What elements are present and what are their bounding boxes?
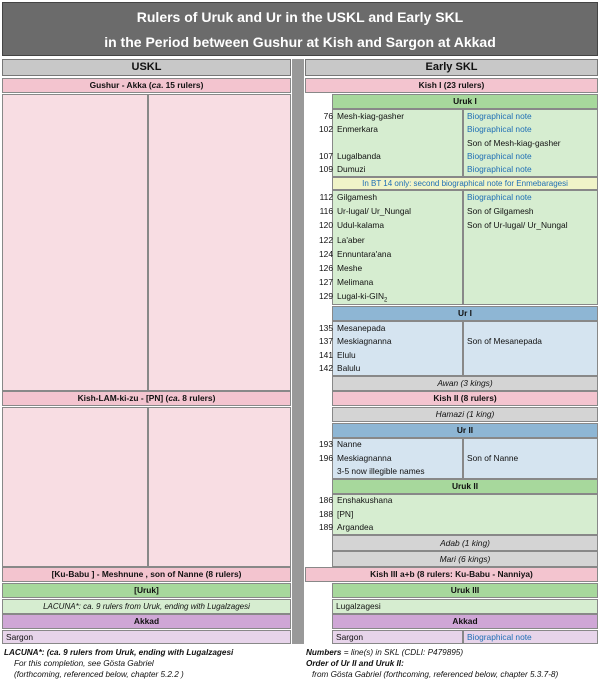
- row-number: 196: [319, 452, 333, 463]
- skl-uruk-2: Uruk II: [332, 479, 598, 494]
- skl-sargon-note: Biographical note: [463, 630, 598, 644]
- row-number: 126: [319, 263, 333, 273]
- uskl-block-1-right: [148, 94, 291, 391]
- skl-ur1-block: [305, 321, 598, 376]
- lineage-note: Son of Mesanepada: [467, 336, 542, 347]
- skl-kish-3: Kish III a+b (8 rulers: Ku-Babu - Nanniya): [305, 567, 598, 582]
- ruler-name: La'aber: [337, 234, 365, 245]
- ruler-name: Balulu: [337, 362, 361, 373]
- page-title: [2, 2, 598, 56]
- ruler-name: Elulu: [337, 349, 356, 360]
- skl-uruk-3: Uruk III: [332, 583, 598, 598]
- ruler-name: Meshe: [337, 263, 363, 273]
- row-number: 142: [319, 362, 333, 373]
- row-number: 189: [319, 522, 333, 532]
- ruler-name: Ennuntara'ana: [337, 248, 392, 259]
- ur1-rows: [305, 322, 598, 376]
- skl-adab: Adab (1 king): [332, 535, 598, 551]
- biographical-note: Biographical note: [467, 111, 532, 121]
- ruler-name: Enmerkara: [337, 124, 378, 135]
- skl-ur2-block: [305, 438, 598, 479]
- skl-uruk1-block-a: [305, 109, 598, 177]
- skl-kish-2: Kish II (8 rulers): [332, 391, 598, 406]
- row-number: 112: [319, 192, 333, 202]
- row-number: 109: [319, 164, 333, 175]
- skl-bt14-note: In BT 14 only: second biographical note for Enmebaragesi: [332, 177, 598, 190]
- row-number: 188: [319, 508, 333, 519]
- ruler-name: Meskiagnanna: [337, 452, 392, 463]
- ruler-name: Dumuzi: [337, 164, 366, 175]
- ruler-name: Enshakushana: [337, 495, 393, 505]
- row-number: 127: [319, 277, 333, 288]
- title-line-2: in the Period between Gushur at Kish and Sargon at Akkad: [104, 34, 496, 50]
- skl-awan: Awan (3 kings): [332, 376, 598, 391]
- row-number: 186: [319, 495, 333, 505]
- lineage-note: Son of Ur-lugal/ Ur_Nungal: [467, 220, 568, 231]
- footer-reference: (forthcoming, referenced below, chapter 5.2.2 ): [14, 670, 184, 679]
- uskl-header: USKL: [2, 59, 291, 76]
- ruler-name: Lugal-$ki-GIN_2$: [337, 291, 388, 304]
- skl-header: Early SKL: [305, 59, 598, 76]
- skl-ur-2: Ur II: [332, 423, 598, 438]
- row-number: 122: [319, 234, 333, 245]
- row-number: 124: [319, 248, 333, 259]
- ruler-name: 3-5 now illegible names: [337, 466, 425, 476]
- ruler-name: Nanne: [337, 439, 362, 449]
- biographical-note: Biographical note: [467, 164, 532, 175]
- ruler-name: Ur-lugal/ Ur_Nungal: [337, 206, 412, 217]
- row-number: 107: [319, 150, 333, 161]
- row-number: [305, 137, 333, 150]
- ruler-name: [PN]: [337, 508, 354, 519]
- footer-right: [306, 647, 598, 680]
- row-number: 129: [319, 291, 333, 301]
- row-number: 120: [319, 220, 333, 231]
- lineage-note: Son of Mesh-kiag-gasher: [467, 137, 561, 148]
- skl-uruk1-block-b: [305, 190, 598, 305]
- uskl-uruk: [Uruk]: [2, 583, 291, 598]
- uskl-akkad: Akkad: [2, 614, 291, 629]
- row-number: 135: [319, 323, 333, 333]
- ruler-name: Mesh-kiag-gasher: [337, 111, 405, 121]
- row-number: [305, 465, 333, 478]
- skl-mari: Mari (6 kings): [332, 551, 598, 567]
- row-number: 193: [319, 439, 333, 449]
- uskl-sargon: Sargon: [2, 630, 291, 644]
- footer-source: from Gösta Gabriel (forthcoming, referenced below, chapter 5.3.7-8): [312, 670, 559, 679]
- uskl-block-2-left: [2, 407, 148, 567]
- ruler-name: Gilgamesh: [337, 192, 378, 202]
- skl-lugalzagesi: Lugalzagesi: [332, 599, 598, 614]
- skl-uruk-1: Uruk I: [332, 94, 598, 109]
- ruler-name: Meskiagnanna: [337, 336, 392, 347]
- footer-lacuna: LACUNA*: (ca. 9 rulers from Uruk, ending with Lugalzagesi: [4, 648, 234, 657]
- lineage-note: Son of Nanne: [467, 452, 519, 463]
- ur2-rows: [305, 438, 598, 479]
- uruk2-rows: [305, 494, 598, 535]
- skl-uruk2-block: [305, 494, 598, 535]
- footer-left: [4, 647, 292, 680]
- footer-completion: For this completion, see Gösta Gabriel: [14, 659, 154, 668]
- row-number: 137: [319, 336, 333, 347]
- lineage-note: Son of Gilgamesh: [467, 206, 534, 217]
- uskl-gushur-akka: Gushur - Akka (ca. 15 rulers): [2, 78, 291, 93]
- row-number: 141: [319, 349, 333, 360]
- uskl-block-2-right: [148, 407, 291, 567]
- uskl-lacuna: LACUNA*: ca. 9 rulers from Uruk, ending with Lugalzagesi: [2, 599, 291, 614]
- biographical-note: Biographical note: [467, 192, 532, 202]
- footer-order: Order of Ur II and Uruk II:: [306, 659, 404, 668]
- skl-sargon: Sargon: [332, 630, 463, 644]
- skl-ur-1: Ur I: [332, 306, 598, 321]
- uskl-block-1-left: [2, 94, 148, 391]
- uruk1-rows: [305, 110, 598, 176]
- uruk1b-rows: [305, 191, 598, 291]
- skl-akkad: Akkad: [332, 614, 598, 629]
- ruler-name: Lugalbanda: [337, 150, 381, 161]
- ruler-name: Udul-kalama: [337, 220, 385, 231]
- row-number: 76: [323, 111, 333, 121]
- row-number: 116: [319, 206, 333, 217]
- skl-kish-1: Kish I (23 rulers): [305, 78, 598, 93]
- uskl-kish-lam-ki-zu: Kish-LAM-ki-zu - [PN] (ca. 8 rulers): [2, 391, 291, 406]
- ruler-name: Argandea: [337, 522, 374, 532]
- biographical-note: Biographical note: [467, 150, 532, 161]
- uskl-ku-babu: [Ku-Babu ] - Meshnune , son of Nanne (8 rulers): [2, 567, 291, 582]
- row-number: 102: [319, 124, 333, 135]
- column-divider: [292, 59, 304, 644]
- ruler-name: Mesanepada: [337, 323, 386, 333]
- footer-numbers: Numbers = line(s) in SKL (CDLI: P479895): [306, 648, 464, 657]
- biographical-note: Biographical note: [467, 124, 532, 135]
- skl-hamazi: Hamazi (1 king): [332, 407, 598, 422]
- title-line-1: Rulers of Uruk and Ur in the USKL and Early SKL: [136, 9, 464, 25]
- ruler-name: Melimana: [337, 277, 374, 288]
